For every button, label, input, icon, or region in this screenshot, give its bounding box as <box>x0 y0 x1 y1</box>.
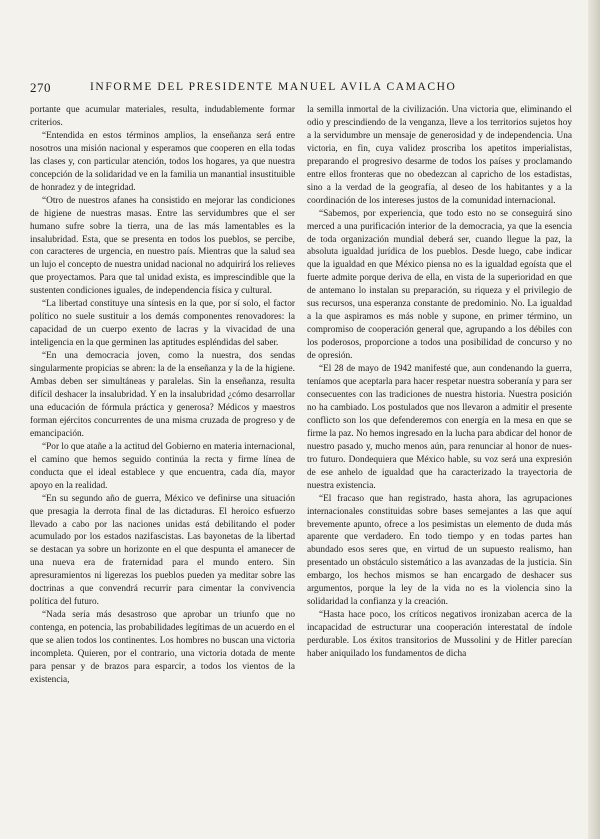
left-column <box>30 104 295 830</box>
running-title: INFORME DEL PRESIDENTE MANUEL AVILA CAMACHO <box>90 81 457 93</box>
paragraph: “Otro de nuestros afanes ha consistido en mejorar las condiciones de higiene de nuestras masas. Entre las servidumbres que el ser humano sufre sobre la tierra, una de las más lamentables es la insalubridad. Esta, que se presenta en todos los pueblos, se percibe, con caracteres de urgencia, en nuestro país. Mientras que la salud sea un lujo el concepto de nuestra unidad nacional no adquirirá los relieves que proyectamos. Para que tal unidad exista, es imprescindible que la sustenten condiciones iguales, de independencia física y cultural. <box>30 195 295 297</box>
paragraph: “En su segundo año de guerra, México ve definirse una situación que presagia la derrota final de las dictaduras. El heroico esfuerzo llevado a cabo por las naciones unidas está debilitando el poder acumulado por los estados nazifascistas. Las bayonetas de la libertad se destacan ya sobre un horizonte en el que despunta el amanecer de una nueva era de fraternidad para el mundo entero. Sin apresuramientos ni ligerezas los pueblos pueden ya meditar sobre las doctrinas a que convendrá recurrir para cimentar la convivencia política del futuro. <box>30 493 295 608</box>
paragraph: “En una democracia joven, como la nuestra, dos sendas singularmente propicias se abren: la de la enseñanza y la de la higiene. Ambas deben ser simultáneas y paralelas. Sin la enseñanza, resulta difícil deshacer la insalubridad. Y en la insalubridad ¿cómo desarrollar una educación de fórmula práctica y generosa? Médicos y maestros forman ejércitos concurrentes de una misma cruzada de progreso y de emancipación. <box>30 351 295 439</box>
right-column <box>307 104 572 830</box>
page-number: 270 <box>30 80 51 95</box>
paragraph: “Nada sería más desastroso que aprobar un triunfo que no contenga, en potencia, las probabilidades legítimas de un acuerdo en el que se alien todos los continentes. Los hombres no buscan una victoria incompleta. Quieren, por el contrario, una victoria dotada de mente para pensar y de brazos para esparcir, a todos los vientos de la existencia, <box>30 610 295 685</box>
paragraph: “La libertad constituye una síntesis en la que, por sí solo, el factor político no suele sustituir a los demás componentes renovadores: la capacidad de un cuerpo exento de lacras y la vivacidad de una inteligencia en la que germinen las aptitudes espléndidas del saber. <box>30 299 295 349</box>
paragraph: “El 28 de mayo de 1942 manifesté que, aun condenando la guerra, teníamos que aceptarla para hacer respetar nuestra soberanía y para ser consecuentes con las tradiciones de nuestra historia. Nuestra posición no ha cambiado. Los postulados que nos llevaron a admitir el presente conflicto son los que defenderemos con energía en la mesa en que se firme la paz. No hemos ingresado en la lucha para abdicar del honor de nuestro pasado y, mucho menos aún, para renunciar al honor de nuestro futuro. Dondequiera que México hable, su voz será una expresión de ese anhelo de igualdad que ha caracterizado la trayectoria de nuestra existencia. <box>307 364 572 491</box>
paragraph: “Hasta hace poco, los críticos negativos ironizaban acerca de la incapacidad de estructurar una cooperación interestatal de índole perdurable. Los éxitos transitorios de Mussolini y de Hitler parecían haber aniquilado los fundamentos de dicha <box>307 610 572 660</box>
paragraph: “Sabemos, por experiencia, que todo esto no se conseguirá sino merced a una purificación interior de la democracia, ya que la esencia de toda organización mundial deberá ser, cuando llegue la paz, la absoluta igualdad jurídica de los pueblos. Desde luego, cabe indicar que la igualdad en que México piensa no es la igualdad egoísta que el fuerte admite porque deriva de ella, en vista de la superioridad en que de antemano lo instalan su preparación, su riqueza y el privilegio de sus recursos, una esperanza constante de predominio. No. La igualdad a la que aspiramos es más noble y supone, en primer término, un compromiso de cooperación general que, agrupando a los débiles con los poderosos, proporcione a todos una posibilidad de concurso y no de opresión. <box>307 208 572 362</box>
paragraph: “Por lo que atañe a la actitud del Gobierno en materia internacional, el camino que hemos seguido continúa la recta y firme línea de conducta que el ideal establece y que encuentra, cada día, mayor apoyo en la realidad. <box>30 441 295 491</box>
paragraph: “Entendida en estos términos amplios, la enseñanza será entre nosotros una misión nacional y esperamos que cooperen en ella todas las clases y, con particular atención, todos los hogares, ya que nuestra concepción de la solidaridad ve en la familia un manantial insustituible de honradez y de integridad. <box>30 130 295 193</box>
paragraph: portante que acumular materiales, resulta, indudablemente formar criterios. <box>30 105 295 128</box>
running-header <box>30 80 578 98</box>
paragraph: “El fracaso que han registrado, hasta ahora, las agrupaciones internacionales constituidas sobre bases semejantes a las que aquí brevemente apunto, ofrece a los pesimistas un elemento de duda más aparente que verdadero. En todo tiempo y en todas partes han abundado esos seres que, en virtud de un supuesto realismo, han presentado un obstáculo sistemático a las avanzadas de la justicia. Sin embargo, los hechos mismos se han encargado de deshacer sus argumentos, porque la ley de la vida no es la violencia sino la solidaridad la confianza y la creación. <box>307 493 572 608</box>
paragraph: la semilla inmortal de la civilización. Una victoria que, eliminando el odio y prescindiendo de la venganza, lleve a los territorios sujetos hoy a la servidumbre un mensaje de generosidad y de independencia. Una victoria, en fin, cuya validez proscriba los apetitos imperialistas, preparando el progresivo desarme de todos los países y proclamando entre ellos fronteras que no obedezcan al capricho de los estadistas, sino a la verdad de la geografía, al deseo de los habitantes y a la coordinación de los intereses justos de la comunidad internacional. <box>307 105 572 206</box>
page-edge <box>588 0 600 839</box>
